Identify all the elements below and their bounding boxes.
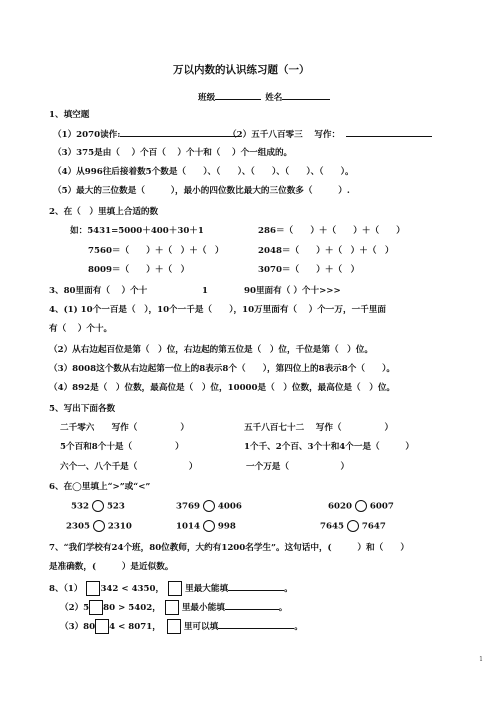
q1-5: （5）最大的三位数是（ ），最小的四位数比最大的三位数多（ ）. [53,186,350,196]
s4-line-5: （4）892是（ ）位数，最高位是（ ）位，10000是（ ）位数，最高位是（ ）位。 [49,383,396,393]
section-3-c: 90里面有（ ）个十>>> [244,286,341,296]
compare-circle[interactable] [203,520,215,532]
s8-r1-label: 8、（1） [49,584,83,594]
answer-blank[interactable] [225,600,279,610]
compare-left: 2305 [66,521,90,532]
s5-r3a: 六个一、八个千是（ ） [60,462,198,472]
section-6-heading: 6、在◯里填上“>”或“<” [49,482,151,492]
compare-right: 2310 [107,521,132,532]
s4-line-3: （2）从右边起百位是第（ ）位，右边起的第五位是（ ）位，千位是第（ ）位。 [49,345,373,355]
compare-left: 3769 [176,501,200,512]
s2-8009: 8009＝（ ）＋（ ） [88,265,190,275]
s2-3070: 3070＝（ ）＋（ ） [258,265,360,275]
s8-r2-expr: 80 > 5402， [103,603,161,613]
s7-line-1: 7、“我们学校有24个班，80位教师，大约有1200名学生”。这句话中，( ）和（ ） [49,543,409,553]
period: 。 [278,603,288,613]
s8-row-3 [60,619,303,634]
s8-r2-tail: 里最小能填 [181,603,225,613]
s2-example: 如：5431=5000＋400＋30＋1 [70,226,204,236]
page-title: 万以内数的认识练习题（一） [173,64,310,76]
s8-r2-label: （2）5 [60,603,90,613]
q1-2-text: （2）五千八百零三 写作： [228,130,341,140]
s2-7560: 7560＝（ ）＋（ ）＋（ ） [88,246,224,256]
s4-line-4: （3）8008这个数从右边起第一位上的8表示8个（ ），第四位上的8表示8个（ ）。 [49,364,395,374]
class-label: 班级 [198,93,216,103]
q1-2-blank[interactable] [346,127,432,137]
period: 。 [284,584,293,594]
compare-left: 532 [71,501,89,512]
section-3-a: 3、80里面有（ ）个十 [49,286,148,296]
section-2-heading: 2、在（ ）里填上合适的数 [49,207,159,217]
s8-r3-tail: 里可以填 [183,622,219,632]
q1-1-blank[interactable] [120,127,240,137]
compare-circle[interactable] [203,500,215,512]
compare-right: 7647 [361,521,386,532]
name-blank[interactable] [282,90,330,100]
s5-r2b: 1个千、2个百、3个十和4个一是（ ） [244,442,415,452]
answer-blank[interactable] [228,581,284,591]
digit-box[interactable] [167,619,181,634]
q1-1-text: （1）2070读作: [53,130,121,140]
class-blank[interactable] [215,90,261,100]
s7-line-2: 是准确数，( ）是近似数。 [49,562,174,572]
s8-r3-expr: 4 < 8071， [109,622,161,632]
s2-286: 286＝（ ）＋（ ）＋（ ） [258,226,405,236]
compare-right: 523 [106,501,125,512]
compare-item [176,520,236,533]
section-3-b: 1 [202,286,208,296]
digit-box[interactable] [165,600,179,615]
s8-row-1 [49,581,293,596]
s5-r3b: 一个万是（ ） [246,462,350,472]
compare-item [71,500,125,513]
page-number: 1 [479,656,483,663]
digit-box[interactable] [95,619,109,634]
compare-item [176,500,242,513]
period: 。 [294,622,303,632]
answer-blank[interactable] [218,619,294,629]
compare-circle[interactable] [347,520,359,532]
s4-line-2: 有（ ）个十。 [49,324,113,334]
compare-right: 998 [217,521,236,532]
digit-box[interactable] [168,581,182,596]
q1-4: （4）从996往后接着数5个数是（ ）、（ ）、（ ）、（ ）、（ ）。 [53,167,354,177]
s5-r2a: 5个百和8个十是（ ） [60,442,184,452]
compare-item [328,500,394,513]
s8-row-2 [60,600,287,615]
s2-2048: 2048＝（ ）＋（ ）＋（ ） [258,246,394,256]
class-name-line [198,90,330,104]
compare-right: 6007 [369,501,394,512]
digit-box[interactable] [89,600,103,615]
q1-2 [228,127,432,141]
section-5-heading: 5、写出下面各数 [49,404,116,414]
compare-item [320,520,386,533]
section-1-heading: 1、填空题 [49,110,90,120]
s5-r1a: 二千零六 写作（ ） [60,423,189,433]
q1-3: （3）375是由（ ）个百（ ）个十和（ ）个一组成的。 [53,148,293,158]
s8-r1-tail: 里最大能填 [185,584,229,594]
compare-left: 6020 [328,501,352,512]
s5-r1b: 五千八百七十二 写作（ ） [244,423,394,433]
compare-item [66,520,132,533]
name-label: 姓名 [265,93,283,103]
s8-r1-expr: 342 < 4350， [100,584,165,594]
compare-left: 1014 [176,521,200,532]
compare-circle[interactable] [93,520,105,532]
compare-right: 4006 [217,501,242,512]
compare-left: 7645 [320,521,344,532]
compare-circle[interactable] [355,500,367,512]
compare-circle[interactable] [92,500,104,512]
digit-box[interactable] [86,581,100,596]
s8-r3-label: （3）80 [60,622,96,632]
q1-1 [53,127,240,141]
s4-line-1: 4、(1) 10个一百是（ ），10个一千是（ ），10万里面有（ ）个一万，一千里面 [49,305,386,315]
